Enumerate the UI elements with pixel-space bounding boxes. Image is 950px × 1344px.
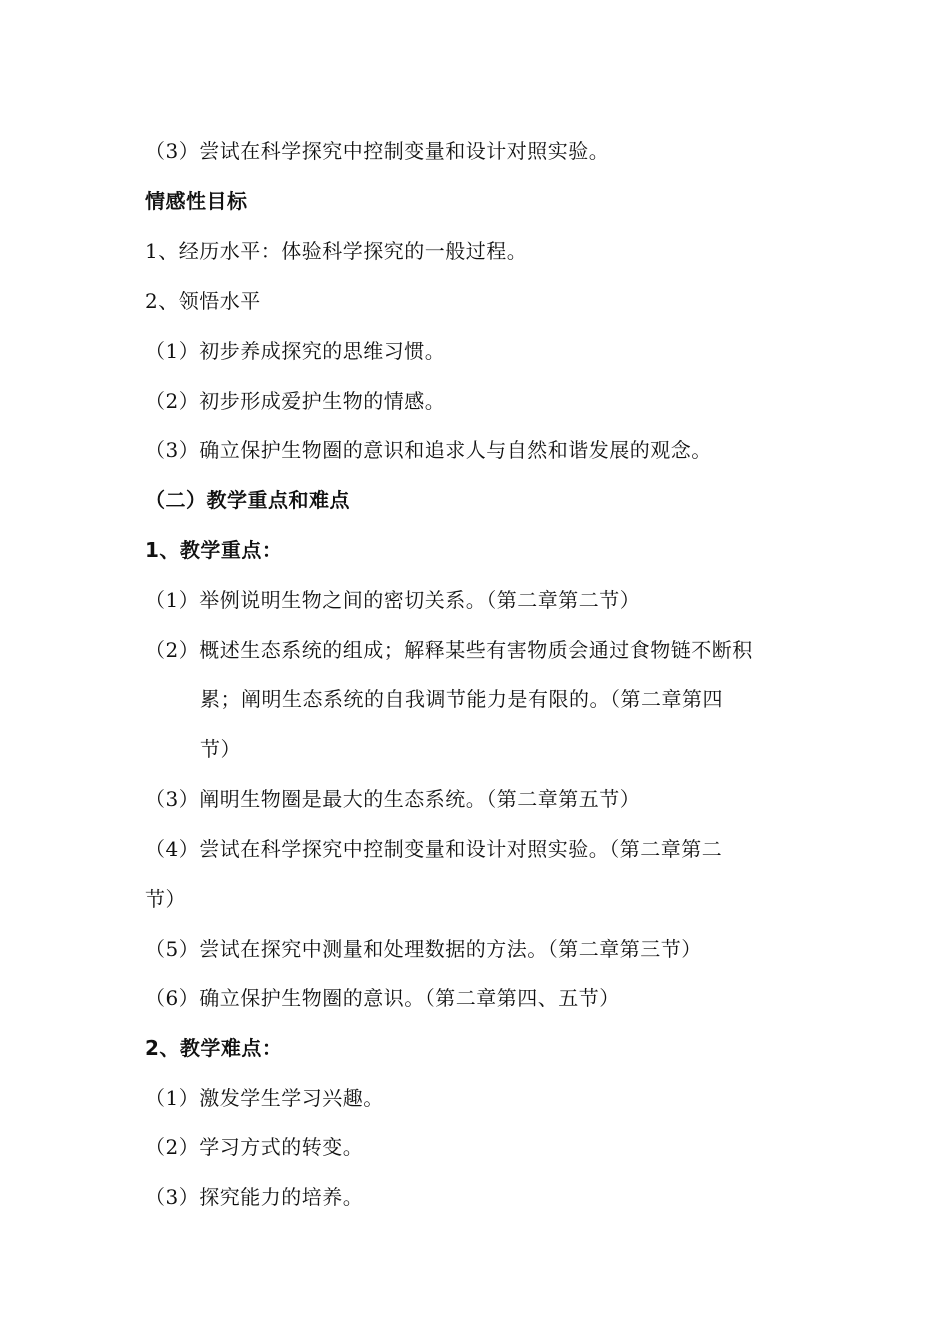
- text-line: （1）举例说明生物之间的密切关系。（第二章第二节）: [145, 588, 641, 612]
- subsection-heading: 1、教学重点：: [145, 538, 283, 562]
- text-line: （3）阐明生物圈是最大的生态系统。（第二章第五节）: [145, 787, 641, 811]
- text-line: （1）初步养成探究的思维习惯。: [145, 339, 446, 363]
- section-heading: 情感性目标: [145, 189, 248, 213]
- text-line: （2）概述生态系统的组成；解释某些有害物质会通过食物链不断积: [145, 638, 753, 662]
- text-line: （3）尝试在科学探究中控制变量和设计对照实验。: [145, 139, 610, 163]
- text-line: （3）探究能力的培养。: [145, 1185, 364, 1209]
- text-line-continued: 节）: [145, 887, 186, 911]
- text-line: （2）初步形成爱护生物的情感。: [145, 389, 446, 413]
- text-line: （5）尝试在探究中测量和处理数据的方法。（第二章第三节）: [145, 937, 702, 961]
- text-line-continued: 节）: [200, 737, 241, 761]
- text-line: （6）确立保护生物圈的意识。（第二章第四、五节）: [145, 986, 620, 1010]
- section-heading: （二）教学重点和难点: [145, 488, 350, 512]
- text-line-continued: 累；阐明生态系统的自我调节能力是有限的。（第二章第四: [200, 687, 723, 711]
- text-line: （1）激发学生学习兴趣。: [145, 1086, 384, 1110]
- text-line: 1、经历水平：体验科学探究的一般过程。: [145, 239, 528, 263]
- subsection-heading: 2、教学难点：: [145, 1036, 283, 1060]
- text-line: 2、领悟水平: [145, 289, 261, 313]
- text-line: （3）确立保护生物圈的意识和追求人与自然和谐发展的观念。: [145, 438, 712, 462]
- text-line: （2）学习方式的转变。: [145, 1135, 364, 1159]
- text-line: （4）尝试在科学探究中控制变量和设计对照实验。（第二章第二: [145, 837, 723, 861]
